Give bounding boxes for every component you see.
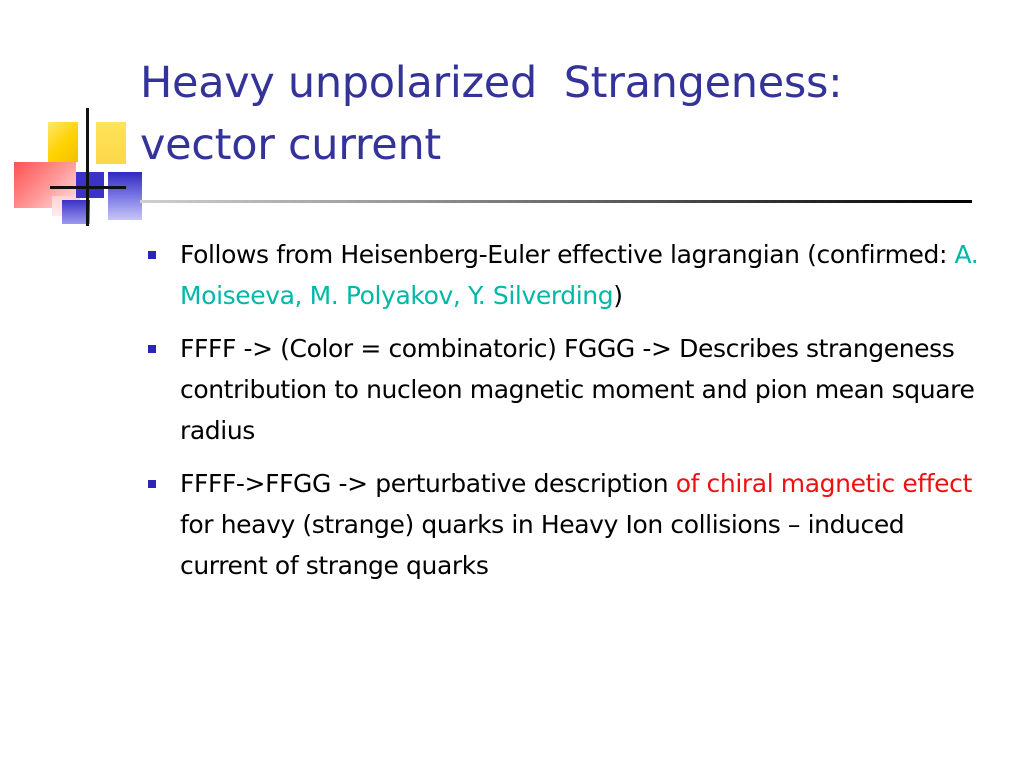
bullet-text: Follows from Heisenberg-Euler effective lagrangian (confirmed: bbox=[180, 240, 955, 269]
logo-horizontal-line bbox=[50, 186, 126, 189]
slide-title-line-2: vector current bbox=[140, 120, 441, 170]
bullet-text: FFFF -> (Color = combinatoric) FGGG -> Describes strangeness contribution to nucleon magnetic moment and pion mean square radius bbox=[180, 334, 975, 445]
emphasis-chiral-magnetic-effect: of chiral magnetic effect bbox=[675, 469, 972, 498]
yellow-square bbox=[48, 122, 78, 162]
bullet-text: FFFF->FFGG -> perturbative description bbox=[180, 469, 676, 498]
square-bullet-icon bbox=[148, 480, 156, 488]
title-divider bbox=[140, 200, 972, 203]
slide-title bbox=[140, 52, 1000, 176]
bullet-text-end: ) bbox=[613, 281, 623, 310]
square-bullet-icon bbox=[148, 251, 156, 259]
logo-vertical-line bbox=[86, 108, 89, 226]
bullet-item-heisenberg-euler bbox=[148, 234, 998, 316]
blue-square bbox=[76, 172, 104, 198]
slide-title-line-1: Heavy unpolarized Strangeness: bbox=[140, 58, 843, 108]
square-bullet-icon bbox=[148, 345, 156, 353]
citation-authors: A. Moiseeva, M. Polyakov, Y. Silverding bbox=[180, 240, 979, 310]
bullet-item-ffff-fggg bbox=[148, 328, 998, 451]
bullet-item-chiral-magnetic-effect bbox=[148, 463, 998, 586]
colored-squares-logo-icon bbox=[0, 0, 160, 240]
yellow-square bbox=[96, 122, 126, 164]
bullet-text-end: for heavy (strange) quarks in Heavy Ion collisions – induced current of strange quarks bbox=[180, 510, 905, 580]
bullet-list bbox=[148, 234, 998, 598]
blue-square bbox=[108, 172, 142, 220]
